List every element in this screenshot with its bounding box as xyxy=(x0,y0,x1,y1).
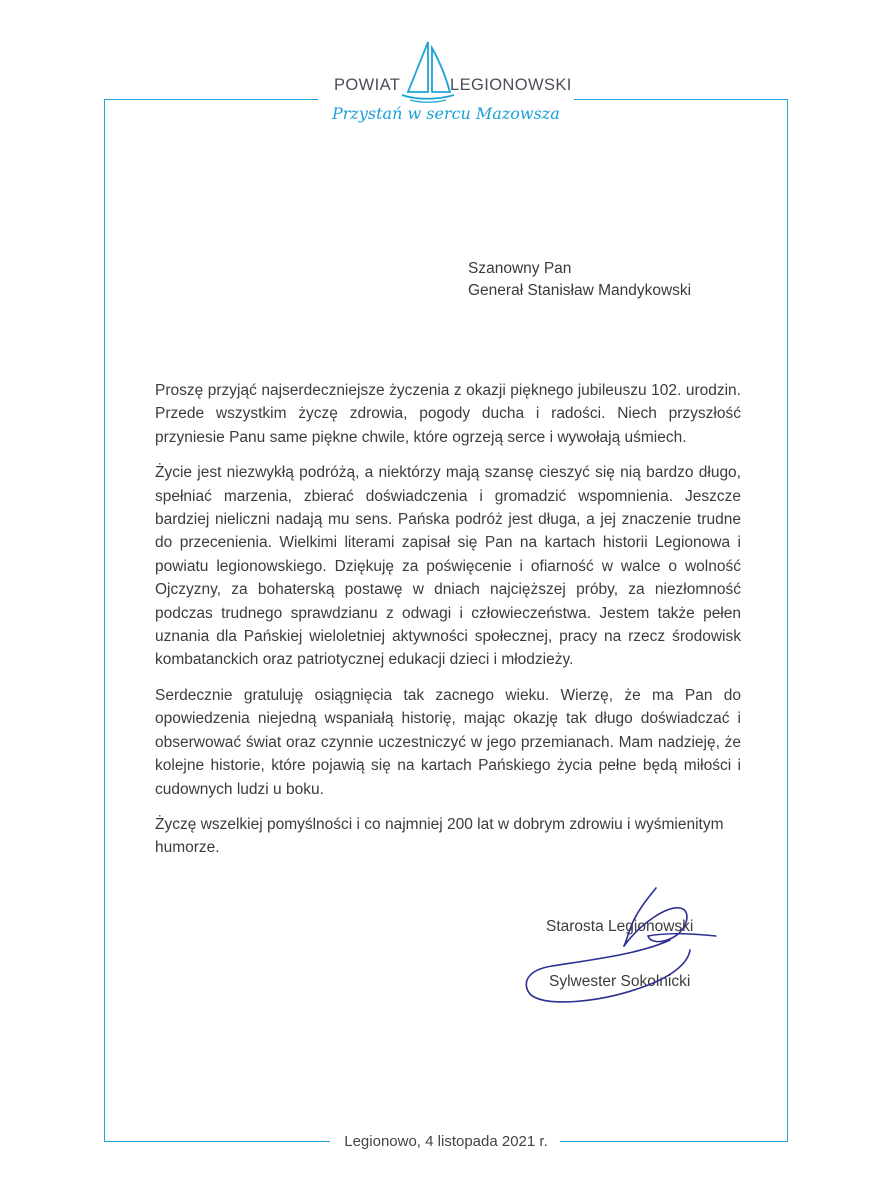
signatory-name: Sylwester Sokolnicki xyxy=(549,973,691,990)
logo-tagline: Przystań w sercu Mazowsza xyxy=(332,104,560,123)
letter-paragraph-2: Życie jest niezwykłą podróżą, a niektórzy mają szansę cieszyć się nią bardzo długo, spełniać marzenia, zbierać doświadczenia i gromadzić wspomnienia. Jeszcze bardziej nieliczni nadają mu sens. Pańska podróż jest długa, a jej znaczenie trudne do przecenienia. Wielkimi literami zapisał się Pan na kartach historii Legionowa i powiatu legionowskiego. Dziękuję za poświęcenie i ofiarność w walce o wolność Ojczyzny, za bohaterską postawę w dniach najcięższej próby, za niezłomność podczas trudnego sprawdzianu z odwagi i człowieczeństwa. Jestem także pełen uznania dla Pańskiej wieloletniej aktywności społecznej, pracy na rzecz środowisk kombatanckich oraz patriotycznej edukacji dzieci i młodzieży. xyxy=(155,464,741,669)
logo-text-legionowski: LEGIONOWSKI xyxy=(450,76,572,94)
recipient-block xyxy=(468,258,691,302)
logo-text-powiat: POWIAT xyxy=(334,76,401,94)
place-and-date: Legionowo, 4 listopada 2021 r. xyxy=(344,1133,548,1150)
powiat-logo xyxy=(318,40,574,132)
signatory-title: Starosta Legionowski xyxy=(546,918,694,935)
letter-paragraph-1: Proszę przyjąć najserdeczniejsze życzenia z okazji pięknego jubileuszu 102. urodzin. Przede wszystkim życzę zdrowia, pogody ducha i radości. Niech przyszłość przyniesie Panu same piękne chwile, które ogrzeją serce i wywołają uśmiech. xyxy=(155,382,741,446)
recipient-name: Generał Stanisław Mandykowski xyxy=(468,282,692,299)
sailboat-logo-icon xyxy=(398,40,458,104)
letter-paragraph-4: Życzę wszelkiej pomyślności i co najmniej 200 lat w dobrym zdrowiu i wyśmienitym humorze. xyxy=(155,815,724,857)
letter-body xyxy=(155,379,741,872)
letter-paragraph-3: Serdecznie gratuluję osiągnięcia tak zacnego wieku. Wierzę, że ma Pan do opowiedzenia niejedną wspaniałą historię, mając okazję tak długo doświadczać i obserwować świat oraz czynnie uczestniczyć w jego przemianach. Mam nadzieję, że kolejne historie, które pojawią się na kartach Pańskiego życia pełne będą miłości i cudownych ludzi u boku. xyxy=(155,686,741,798)
recipient-salutation: Szanowny Pan xyxy=(468,260,572,277)
handwritten-signature xyxy=(520,884,720,1014)
